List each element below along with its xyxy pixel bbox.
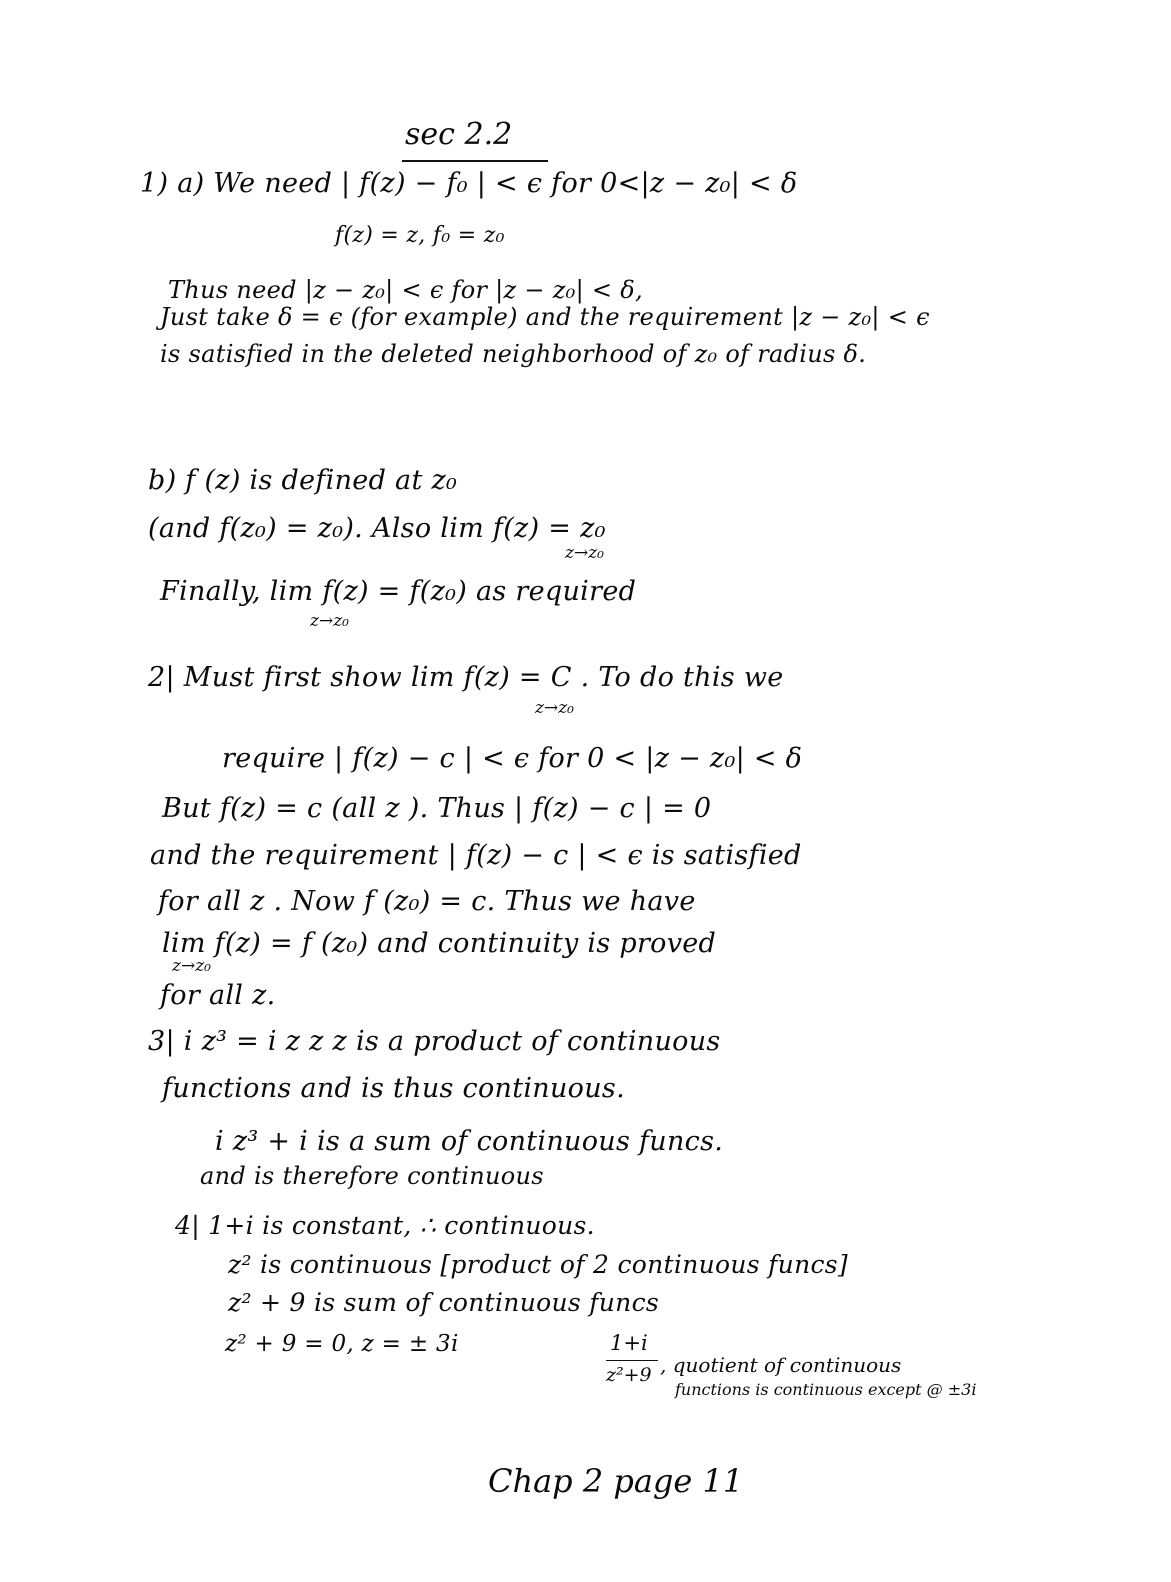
problem-3-line-1: 3| i z³ = i z z z is a product of continuous (148, 1026, 721, 1057)
problem-3-line-3: i z³ + i is a sum of continuous funcs. (215, 1126, 724, 1157)
problem-2-line-1-limit-subscript: z→z₀ (535, 698, 574, 718)
problem-1a-line-2: f(z) = z, f₀ = z₀ (335, 223, 505, 248)
problem-2-line-3: But f(z) = c (all z ). Thus | f(z) − c | = 0 (162, 793, 712, 824)
problem-2-line-7: for all z. (160, 980, 276, 1011)
problem-2-line-5: for all z . Now f (z₀) = c. Thus we have (158, 886, 696, 917)
problem-2-line-6: lim f(z) = f (z₀) and continuity is proved (162, 928, 717, 959)
quotient-denominator: z²+9 (606, 1364, 652, 1386)
problem-2-line-4: and the requirement | f(z) − c | < ϵ is satisfied (150, 840, 802, 871)
title-underline (402, 160, 548, 162)
quotient-text-line-2: functions is continuous except @ ±3i (675, 1380, 977, 1399)
problem-1a-line-4: Just take δ = ϵ (for example) and the requirement |z − z₀| < ϵ (160, 303, 930, 331)
problem-3-line-4: and is therefore continuous (200, 1162, 544, 1190)
problem-1a-line-5: is satisfied in the deleted neighborhood of z₀ of radius δ. (160, 340, 867, 368)
problem-2-line-6-limit-subscript: z→z₀ (172, 956, 211, 976)
problem-1b-line-2-limit-subscript: z→z₀ (565, 543, 604, 563)
problem-1b-line-2: (and f(z₀) = z₀). Also lim f(z) = z₀ (148, 513, 606, 544)
problem-3-line-2: functions and is thus continuous. (162, 1073, 625, 1104)
problem-1b-line-3-limit-subscript: z→z₀ (310, 611, 349, 631)
problem-1a-line-1: 1) a) We need | f(z) − f₀ | < ϵ for 0<|z − z₀| < δ (140, 168, 798, 199)
quotient-fraction-bar (606, 1360, 658, 1361)
problem-1b-line-1: b) f (z) is defined at z₀ (148, 465, 458, 496)
quotient-text-line-1: , quotient of continuous (660, 1353, 902, 1377)
section-title: sec 2.2 (405, 117, 513, 152)
problem-2-line-1: 2| Must first show lim f(z) = C . To do this we (148, 662, 784, 693)
problem-4-line-1: 4| 1+i is constant, ∴ continuous. (175, 1211, 595, 1240)
problem-1b-line-3: Finally, lim f(z) = f(z₀) as required (160, 576, 637, 607)
quotient-numerator: 1+i (610, 1331, 648, 1355)
problem-2-line-2: require | f(z) − c | < ϵ for 0 < |z − z₀| < δ (222, 743, 803, 774)
problem-4-line-4: z² + 9 = 0, z = ± 3i (225, 1331, 459, 1357)
page-footer: Chap 2 page 11 (488, 1462, 744, 1500)
problem-1a-line-3: Thus need |z − z₀| < ϵ for |z − z₀| < δ, (168, 276, 643, 304)
problem-4-line-3: z² + 9 is sum of continuous funcs (228, 1288, 660, 1317)
problem-4-line-2: z² is continuous [product of 2 continuous funcs] (228, 1250, 848, 1279)
